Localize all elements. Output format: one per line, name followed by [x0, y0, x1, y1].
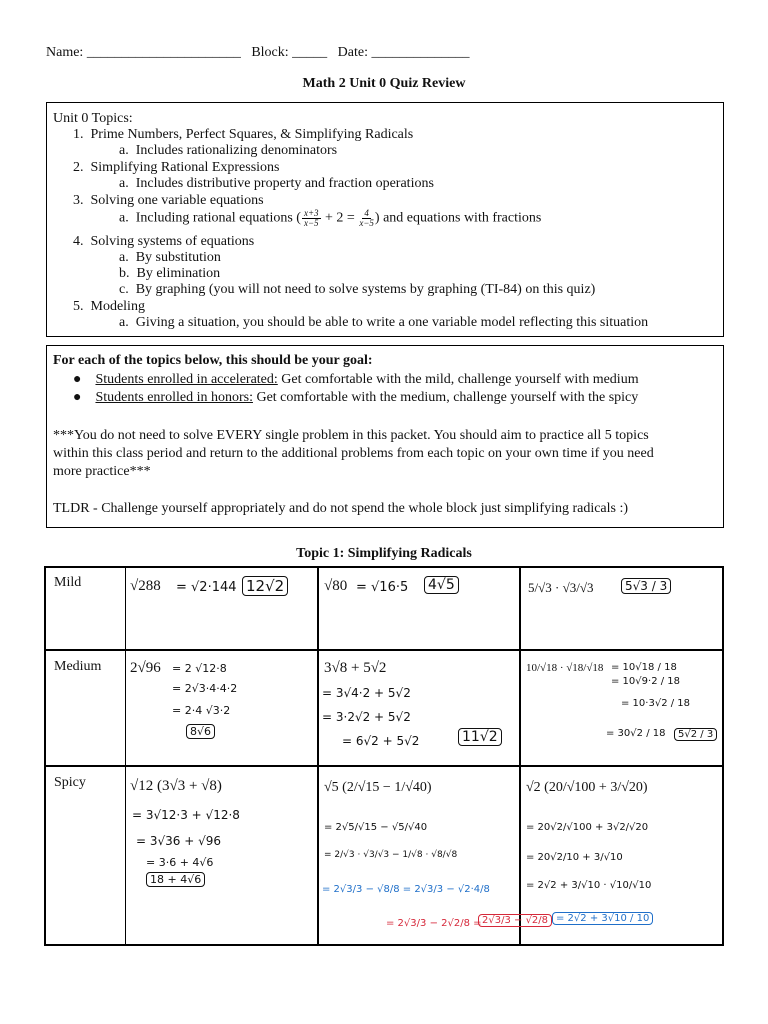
work-step: = 3√4·2 + 5√2 [322, 686, 411, 700]
problem: √5 (2/√15 − 1/√40) [324, 780, 432, 795]
goals-heading: For each of the topics below, this should be your goal: [53, 353, 373, 368]
note-line: more practice*** [53, 464, 151, 479]
note-line: within this class period and return to the additional problems from each topic on your own time if you need [53, 446, 654, 461]
problem: √12 (3√3 + √8) [130, 778, 222, 794]
work-step-red: = 2√3/3 − 2√2/8 = [386, 918, 482, 929]
goals-box [46, 345, 724, 528]
topic-subitem: a. Includes rationalizing denominators [119, 143, 338, 158]
final-answer: 8√6 [186, 724, 215, 739]
work-step: = 2√5/√15 − √5/√40 [324, 822, 428, 833]
rational-eq-fraction-2: $\frac{4}{x-5}$ [359, 208, 374, 228]
topic-item: 3. Solving one variable equations [73, 193, 264, 208]
work-step: = 3√12·3 + √12·8 [132, 808, 240, 822]
problem: 2√96 [130, 660, 161, 676]
topic-subitem: b. By elimination [119, 266, 221, 281]
problem: √288 [130, 578, 161, 594]
topic-subitem: c. By graphing (you will not need to solve systems by graphing (TI-84) on this quiz) [119, 282, 596, 297]
row-label-medium: Medium [54, 659, 102, 674]
work-step: = 2√3·4·4·2 [172, 682, 238, 695]
work-step: = 20√2/√100 + 3√2/√20 [526, 822, 649, 833]
problem: √2 (20/√100 + 3/√20) [526, 780, 648, 795]
rational-eq-fraction-1: $\frac{x+3}{x-5}$ [303, 208, 319, 228]
final-answer: 5√2 / 3 [674, 728, 717, 741]
work-step: = 2·4 √3·2 [172, 704, 231, 717]
student-info-header [46, 45, 736, 61]
unit-topics-box [46, 102, 724, 337]
topic-item: 1. Prime Numbers, Perfect Squares, & Simplifying Radicals [73, 127, 414, 142]
row-label-mild: Mild [54, 575, 82, 590]
name-field[interactable]: Name: ______________________ [46, 45, 241, 60]
topic-subitem: a. By substitution [119, 250, 221, 265]
work-step: = 30√2 / 18 [606, 728, 666, 739]
topic-item: 4. Solving systems of equations [73, 234, 255, 249]
goal-bullet-accelerated: ● Students enrolled in accelerated: Get comfortable with the mild, challenge yourself with medium [73, 372, 639, 387]
work-step: = 10√18 / 18 [611, 662, 677, 673]
topics-heading: Unit 0 Topics: [53, 111, 133, 126]
final-answer: = 2√2 + 3√10 / 10 [552, 912, 653, 925]
date-field[interactable]: Date: ______________ [337, 45, 470, 60]
row-label-spicy: Spicy [54, 775, 86, 790]
final-answer: 12√2 [242, 576, 288, 596]
work-step: = 2√2 + 3/√10 · √10/√10 [526, 880, 652, 891]
work-step: = 3·6 + 4√6 [146, 856, 214, 869]
work-step: = 3√36 + √96 [136, 834, 222, 848]
topic-item: 5. Modeling [73, 299, 145, 314]
work-step: = 3·2√2 + 5√2 [322, 710, 411, 724]
final-answer: 18 + 4√6 [146, 872, 205, 887]
simplifying-radicals-table [44, 566, 724, 946]
final-answer: 11√2 [458, 728, 502, 746]
topic-subitem: a. Includes distributive property and fraction operations [119, 176, 434, 191]
tldr-text: TLDR - Challenge yourself appropriately and do not spend the whole block just simplifying radicals :) [53, 501, 629, 516]
problem: 3√8 + 5√2 [324, 660, 387, 676]
topic-item: 2. Simplifying Rational Expressions [73, 160, 280, 175]
problem: 10/√18 · √18/√18 [526, 662, 604, 674]
topic-subitem: a. Giving a situation, you should be able to write a one variable model reflecting this situation [119, 315, 649, 330]
final-answer: 2√3/3 − √2/8 [478, 914, 552, 927]
work-step: = 10·3√2 / 18 [621, 698, 691, 709]
goal-bullet-honors: ● Students enrolled in honors: Get comfortable with the medium, challenge yourself with the spicy [73, 390, 639, 405]
note-line: ***You do not need to solve EVERY single problem in this packet. You should aim to practice all 5 topics [53, 428, 649, 443]
work-step: = √16·5 [356, 580, 409, 595]
work-step: = 20√2/10 + 3/√10 [526, 852, 623, 863]
problem: 5/√3 · √3/√3 [528, 580, 594, 595]
final-answer: 4√5 [424, 576, 459, 594]
topic1-title: Topic 1: Simplifying Radicals [296, 546, 472, 561]
page-title: Math 2 Unit 0 Quiz Review [302, 76, 466, 91]
work-step: = 6√2 + 5√2 [342, 734, 420, 748]
work-step: = √2·144 [176, 580, 237, 595]
work-step: = 2/√3 · √3/√3 − 1/√8 · √8/√8 [324, 850, 458, 860]
problem: √80 [324, 578, 348, 594]
work-step: = 2 √12·8 [172, 662, 227, 675]
work-step-blue: = 2√3/3 − √8/8 = 2√3/3 − √2·4/8 [322, 884, 490, 895]
work-step: = 10√9·2 / 18 [611, 676, 681, 687]
final-answer: 5√3 / 3 [621, 578, 671, 594]
block-field[interactable]: Block: _____ [251, 45, 328, 60]
topic-subitem: a. Including rational equations ( $\frac{x+3}{x-5}$ + 2 = $\frac{4}{x-5}$ ) and equations with fractions [119, 208, 542, 228]
